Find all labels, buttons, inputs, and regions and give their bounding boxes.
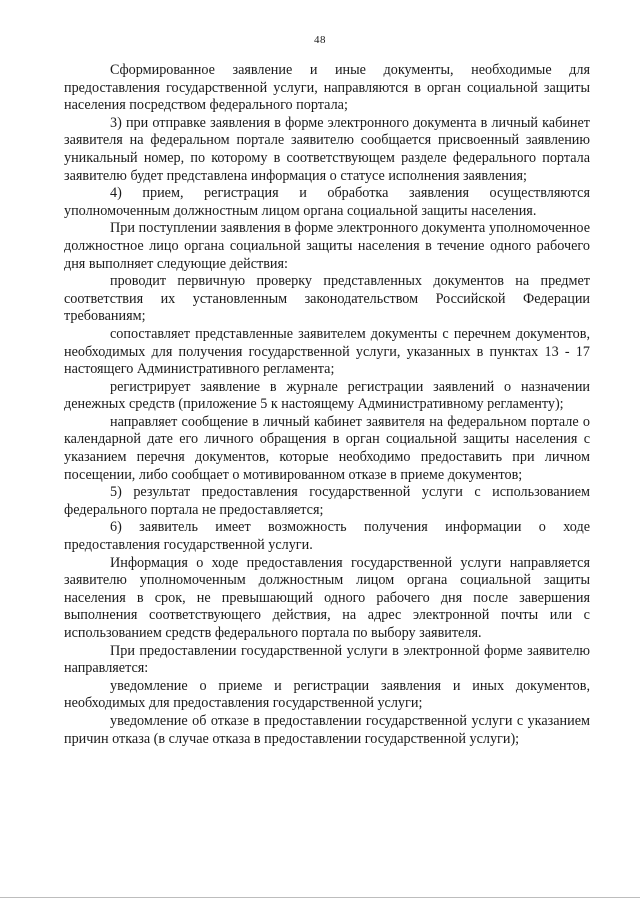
- paragraph: 5) результат предоставления государственной услуги с использованием федерального портала не предоставляется;: [64, 484, 590, 518]
- paragraph: регистрирует заявление в журнале регистрации заявлений о назначении денежных средств (приложение 5 к настоящему Административному регламенту);: [64, 378, 590, 413]
- paragraph: При поступлении заявления в форме электронного документа уполномоченное должностное лицо органа социальной защиты населения в течение одного рабочего дня выполняет следующие действия:: [64, 220, 590, 272]
- paragraph: 3) при отправке заявления в форме электронного документа в личный кабинет заявителя на федеральном портале заявителю сообщается присвоенный заявлению уникальный номер, по которому в соответствующем разделе федерального портала заявителю будет представлена информация о статусе исполнения заявления;: [64, 114, 590, 184]
- page-number: 48: [314, 34, 326, 46]
- page-bottom-edge: [0, 897, 640, 898]
- paragraph: сопоставляет представленные заявителем документы с перечнем документов, необходимых для получения государственной услуги, указанных в пунктах 13 - 17 настоящего Административного регламента;: [64, 325, 590, 378]
- paragraph: Информация о ходе предоставления государственной услуги направляется заявителю уполномоченным должностным лицом органа социальной защиты населения в срок, не превышающий одного рабочего дня после завершения выполнения соответствующего действия, на адрес электронной почты или с использованием средств федерального портала по выбору заявителя.: [64, 554, 590, 641]
- paragraph: проводит первичную проверку представленных документов на предмет соответствия их установленным законодательством Российской Федерации требованиям;: [64, 273, 590, 325]
- paragraph: 6) заявитель имеет возможность получения информации о ходе предоставления государственной услуги.: [64, 519, 590, 554]
- paragraph: Сформированное заявление и иные документы, необходимые для предоставления государственной услуги, направляются в орган социальной защиты населения посредством федерального портала;: [64, 62, 590, 114]
- paragraph: уведомление о приеме и регистрации заявления и иных документов, необходимых для предоставления государственной услуги;: [64, 677, 590, 712]
- paragraph: 4) прием, регистрация и обработка заявления осуществляются уполномоченным должностным лицом органа социальной защиты населения.: [64, 185, 590, 219]
- paragraph: уведомление об отказе в предоставлении государственной услуги с указанием причин отказа (в случае отказа в предоставлении государственной услуги);: [64, 712, 590, 747]
- paragraph: При предоставлении государственной услуги в электронной форме заявителю направляется:: [64, 642, 590, 677]
- paragraph: направляет сообщение в личный кабинет заявителя на федеральном портале о календарной дате его личного обращения в орган социальной защиты населения с указанием перечня документов, которые необходимо предоставить при личном посещении, либо сообщает о мотивированном отказе в приеме документов;: [64, 413, 590, 483]
- document-body: [64, 62, 590, 748]
